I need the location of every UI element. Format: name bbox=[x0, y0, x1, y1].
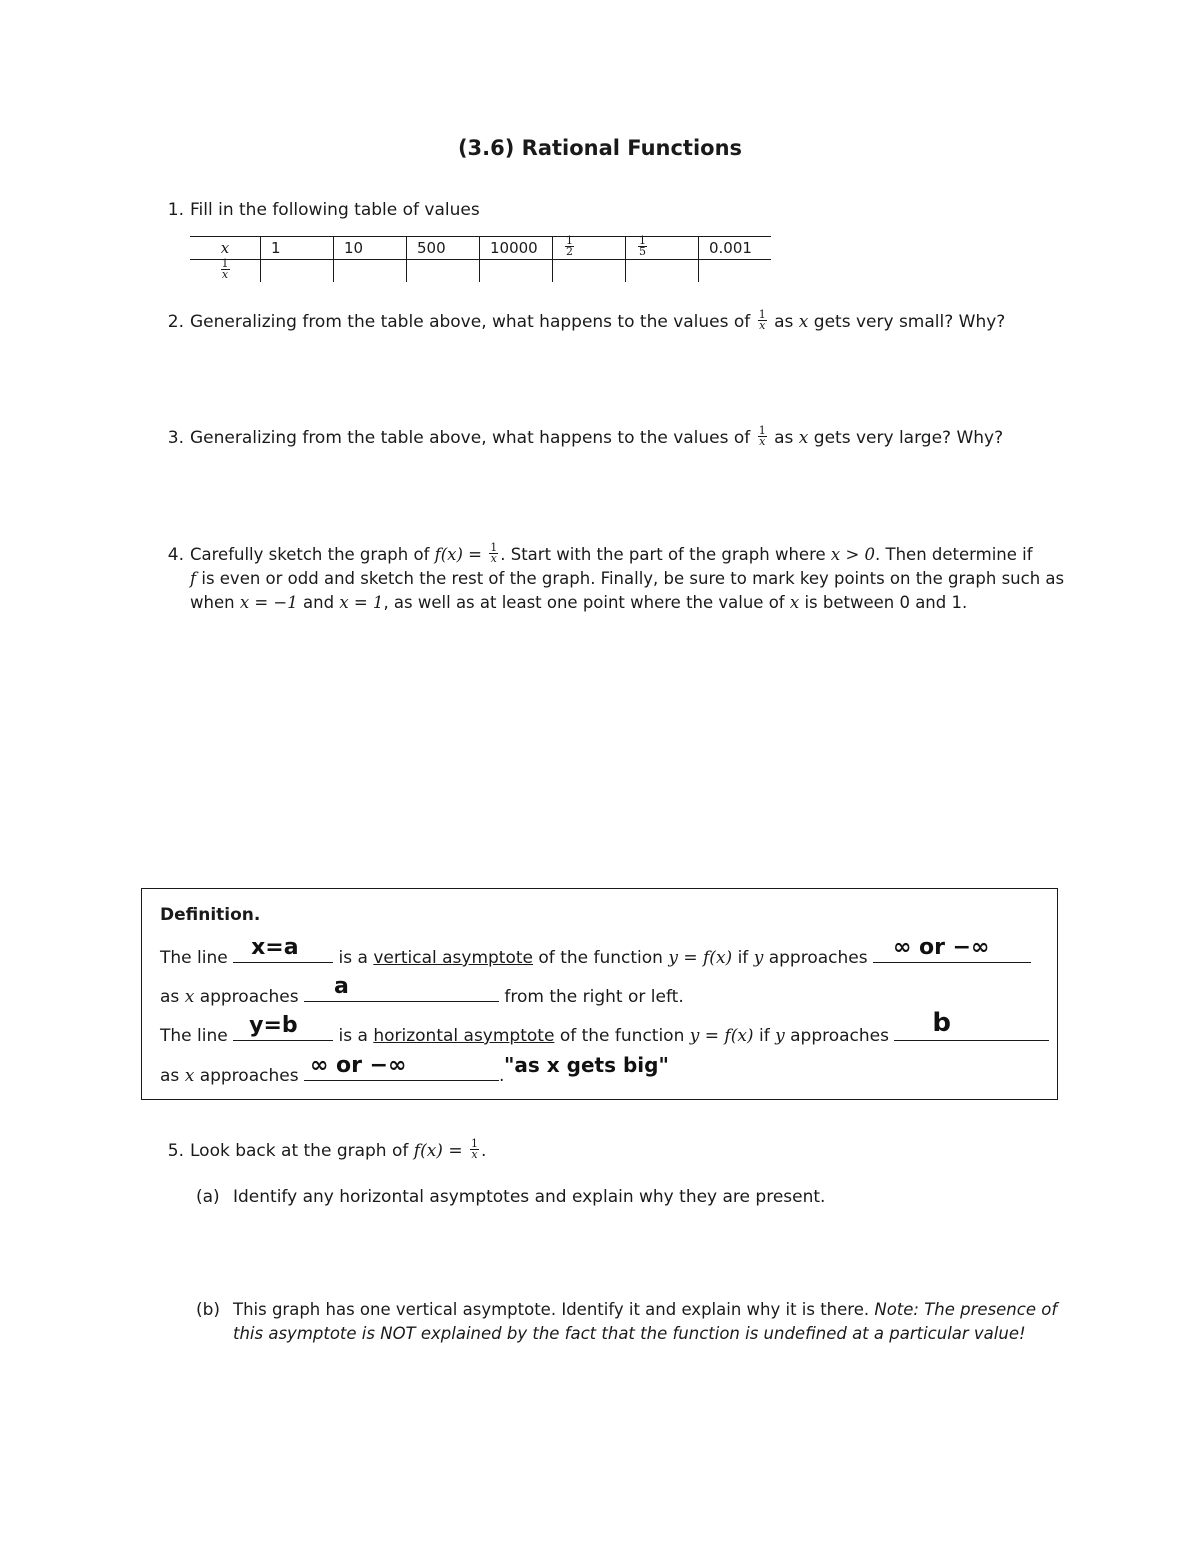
table-blank-cell[interactable] bbox=[480, 260, 553, 283]
handwritten-answer: ∞ or −∞ bbox=[893, 935, 990, 960]
table-header-reciprocal bbox=[190, 256, 261, 283]
handwritten-answer: ∞ or −∞ bbox=[309, 1053, 407, 1078]
table-row-x bbox=[190, 237, 771, 260]
question-number: 1. bbox=[167, 200, 184, 220]
answer-blank[interactable] bbox=[233, 1013, 333, 1041]
table-blank-cell[interactable] bbox=[553, 260, 626, 283]
table-cell bbox=[553, 233, 626, 260]
subquestion-label: (b) bbox=[196, 1300, 221, 1320]
table-blank-cell[interactable] bbox=[334, 260, 407, 283]
table-cell bbox=[626, 233, 699, 260]
answer-blank[interactable] bbox=[304, 974, 499, 1002]
table-header-x: x bbox=[190, 237, 261, 260]
answer-blank[interactable] bbox=[894, 1008, 1049, 1041]
answer-blank[interactable] bbox=[304, 1053, 499, 1081]
definition-line-4: as x approaches ∞ or −∞ . bbox=[160, 1053, 505, 1086]
question-number: 2. bbox=[167, 312, 184, 332]
page-title: (3.6) Rational Functions bbox=[457, 136, 743, 160]
table-blank-cell[interactable] bbox=[407, 260, 480, 283]
values-table bbox=[190, 233, 771, 282]
fraction: $\frac{1}{5}$ bbox=[639, 233, 646, 258]
definition-line-1: The line x=a is a vertical asymptote of the function y = f(x) if y approaches ∞ or −∞ bbox=[160, 944, 1031, 968]
question-text: Fill in the following table of values bbox=[190, 200, 480, 220]
table-cell: 1 bbox=[261, 237, 334, 260]
handwritten-note: "as x gets big" bbox=[504, 1053, 669, 1077]
fraction: $\frac{1}{2}$ bbox=[566, 233, 573, 258]
table-blank-cell[interactable] bbox=[699, 260, 772, 283]
definition-line-2: as x approaches a from the right or left. bbox=[160, 974, 684, 1007]
term-vertical-asymptote: vertical asymptote bbox=[373, 948, 533, 968]
question-number: 5. bbox=[167, 1141, 184, 1161]
handwritten-answer: y=b bbox=[249, 1013, 298, 1038]
handwritten-answer: a bbox=[333, 974, 349, 999]
subquestion-text: This graph has one vertical asymptote. Identify it and explain why it is there. Note: The presence of this asymptote is NOT explained by the fact that the function is undefined at a particular value! bbox=[233, 1300, 1058, 1343]
definition-heading: Definition. bbox=[160, 905, 261, 925]
table-cell: 500 bbox=[407, 237, 480, 260]
question-text: Look back at the graph of f(x) = $\frac{1}{x}$ . bbox=[190, 1136, 487, 1161]
question-text: Generalizing from the table above, what happens to the values of $\frac{1}{x}$ as x gets very small? Why? bbox=[190, 307, 1006, 332]
handwritten-answer: b bbox=[932, 1008, 952, 1038]
table-blank-cell[interactable] bbox=[261, 260, 334, 283]
question-number: 3. bbox=[167, 428, 184, 448]
table-row-reciprocal bbox=[190, 260, 771, 283]
subquestion-label: (a) bbox=[196, 1187, 220, 1207]
table-cell: 10 bbox=[334, 237, 407, 260]
fraction: $\frac{1}{x}$ bbox=[221, 256, 229, 281]
answer-blank[interactable] bbox=[873, 935, 1031, 963]
term-horizontal-asymptote: horizontal asymptote bbox=[373, 1026, 555, 1046]
subquestion-text: Identify any horizontal asymptotes and explain why they are present. bbox=[233, 1187, 826, 1207]
table-blank-cell[interactable] bbox=[626, 260, 699, 283]
table-cell: 10000 bbox=[480, 237, 553, 260]
definition-line-3: The line y=b is a horizontal asymptote of the function y = f(x) if y approaches b bbox=[160, 1022, 1049, 1046]
definition-box bbox=[141, 888, 1058, 1100]
question-text: Generalizing from the table above, what happens to the values of $\frac{1}{x}$ as x gets very large? Why? bbox=[190, 423, 1004, 448]
answer-blank[interactable] bbox=[233, 935, 333, 963]
question-text: Carefully sketch the graph of f(x) = $\frac{1}{x}$ . Start with the part of the graph where x > 0. Then determine if f is even or odd and sketch the rest of the graph. Finally, be sure to mark key points on the graph such as when x = −1 and x = 1, as well as at least one point where the value of x is between 0 and 1. bbox=[190, 541, 1065, 612]
handwritten-answer: x=a bbox=[251, 935, 299, 960]
question-number: 4. bbox=[167, 545, 184, 565]
table-cell: 0.001 bbox=[699, 237, 772, 260]
